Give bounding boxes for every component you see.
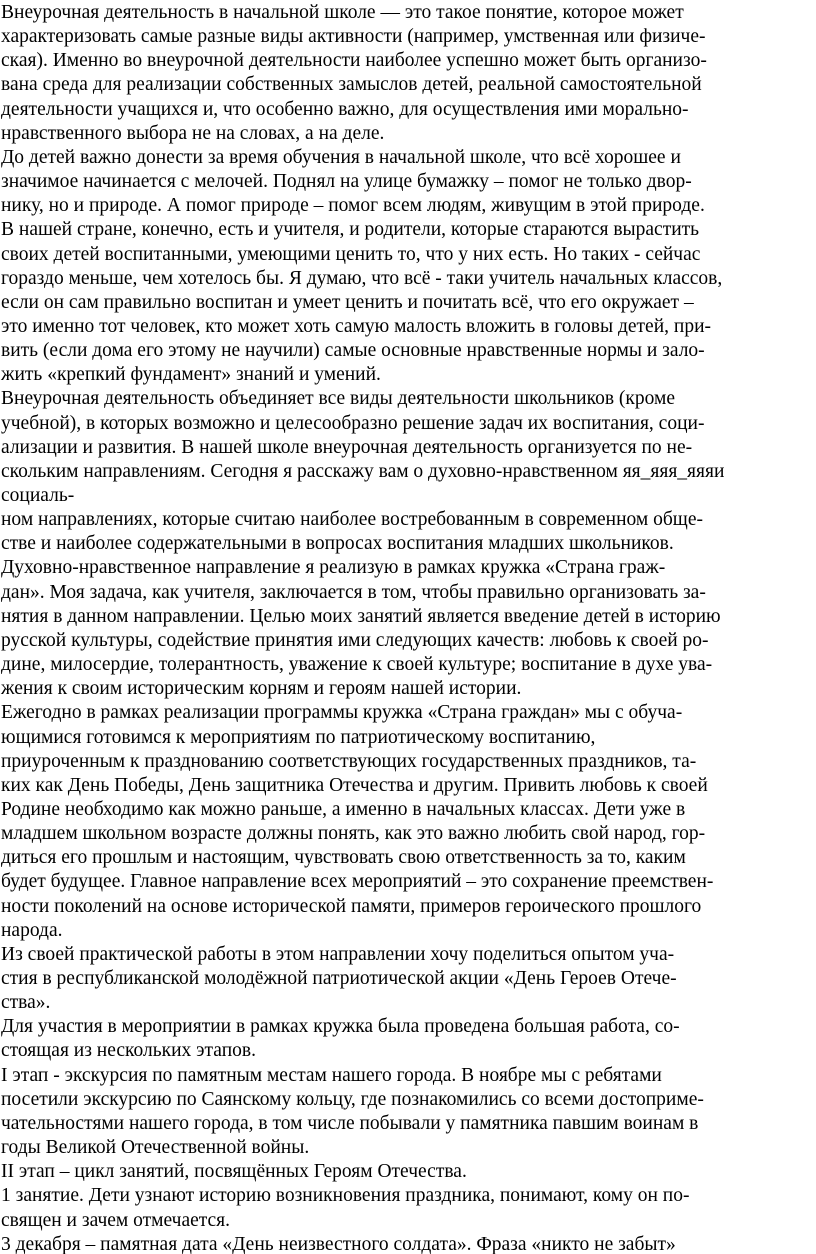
text-line: вана среда для реализации собственных замыслов детей, реальной самостоятельной [1,74,702,96]
text-line: жения к своим историческим корням и героям нашей истории. [1,678,522,700]
text-line: диться его прошлым и настоящим, чувствовать свою ответственность за то, каким [1,847,686,869]
text-line: нятия в данном направлении. Целью моих занятий является введение детей в историю [1,605,721,627]
text-line: чательностями нашего города, в том числе побывали у памятника павшим воинам в [1,1112,699,1134]
text-line: скольким направлениям. Сегодня я расскажу вам о духовно-нравственном яя_яяя_яяяи [1,460,725,482]
text-line: ющимися готовимся к мероприятиям по патриотическому воспитанию, [1,726,596,748]
text-line: приуроченным к празднованию соответствующих государственных праздников, та- [1,750,697,772]
text-line: русской культуры, содействие принятия ими следующих качеств: любовь к своей ро- [1,629,709,651]
text-line: это именно тот человек, кто может хоть самую малость вложить в головы детей, при- [1,315,711,337]
text-line: ких как День Победы, День защитника Отечества и другим. Привить любовь к своей [1,774,708,796]
text-line: 3 декабря – памятная дата «День неизвестного солдата». Фраза «никто не забыт» [1,1233,676,1254]
text-line: Духовно-нравственное направление я реализую в рамках кружка «Страна граж- [1,557,666,579]
text-line: будет будущее. Главное направление всех мероприятий – это сохранение преемствен- [1,871,714,893]
text-line: ности поколений на основе исторической памяти, примеров героического прошлого [1,895,702,917]
text-line: Внеурочная деятельность объединяет все виды деятельности школьников (кроме [1,388,675,410]
text-line: деятельности учащихся и, что особенно важно, для осуществления ими морально- [1,98,689,120]
text-line: священ и зачем отмечается. [1,1209,231,1231]
text-line: Из своей практической работы в этом направлении хочу поделиться опытом уча- [1,943,675,965]
text-line: Для участия в мероприятии в рамках кружка была проведена большая работа, со- [1,1016,680,1038]
text-line: социаль- [1,485,75,506]
text-line: I этап - экскурсия по памятным местам нашего города. В ноябре мы с ребятами [1,1064,662,1086]
text-line: характеризовать самые разные виды активности (например, умственная или физиче- [1,26,706,48]
text-line: нравственного выбора не на словах, а на деле. [1,122,385,144]
text-line: ства». [1,992,51,1014]
text-line: 1 занятие. Дети узнают историю возникновения праздника, понимают, кому он по- [1,1185,690,1207]
text-line: В нашей стране, конечно, есть и учителя, и родители, которые стараются вырастить [1,219,700,241]
text-line: Родине необходимо как можно раньше, а именно в начальных классах. Дети уже в [1,798,686,820]
text-line: годы Великой Отечественной войны. [1,1137,310,1159]
text-line: гораздо меньше, чем хотелось бы. Я думаю, что всё - таки учитель начальных классов, [1,267,723,289]
text-line: значимое начинается с мелочей. Поднял на улице бумажку – помог не только двор- [1,171,692,193]
text-line: если он сам правильно воспитан и умеет ценить и почитать всё, что его окружает – [1,291,694,313]
text-line: стия в республиканской молодёжной патриотической акции «День Героев Отече- [1,968,677,989]
text-line: младшем школьном возрасте должны понять, как это важно любить свой народ, гор- [1,823,706,845]
text-line: учебной), в которых возможно и целесообразно решение задач их воспитания, соци- [1,412,705,434]
text-line: II этап – цикл занятий, посвящённых Героям Отечества. [1,1161,467,1183]
text-line: ская). Именно во внеурочной деятельности наиболее успешно может быть организо- [1,50,707,72]
text-line: дан». Моя задача, как учителя, заключается в том, чтобы правильно организовать за- [1,581,706,603]
text-line: дине, милосердие, толерантность, уважение к своей культуре; воспитание в духе ува- [1,654,713,676]
text-line: народа. [1,919,63,941]
text-line: Внеурочная деятельность в начальной школе — это такое понятие, которое может [1,2,684,23]
text-line: стве и наиболее содержательными в вопросах воспитания младших школьников. [1,533,674,555]
text-line: ализации и развития. В нашей школе внеурочная деятельность организуется по не- [1,436,693,458]
text-line: своих детей воспитанными, умеющими ценить то, что у них есть. Но таких - сейчас [1,243,701,265]
text-line: посетили экскурсию по Саянскому кольцу, где познакомились со всеми достоприме- [1,1088,704,1110]
text-line: До детей важно донести за время обучения в начальной школе, что всё хорошее и [1,146,681,168]
text-line: ном направлениях, которые считаю наиболее востребованным в современном обще- [1,509,703,531]
text-line: стоящая из нескольких этапов. [1,1040,256,1062]
text-line: жить «крепкий фундамент» знаний и умений. [1,364,381,386]
text-line: вить (если дома его этому не научили) самые основные нравственные нормы и зало- [1,340,705,362]
text-line: нику, но и природе. А помог природе – помог всем людям, живущим в этой природе. [1,195,705,217]
text-line: Ежегодно в рамках реализации программы кружка «Страна граждан» мы с обуча- [1,702,683,724]
